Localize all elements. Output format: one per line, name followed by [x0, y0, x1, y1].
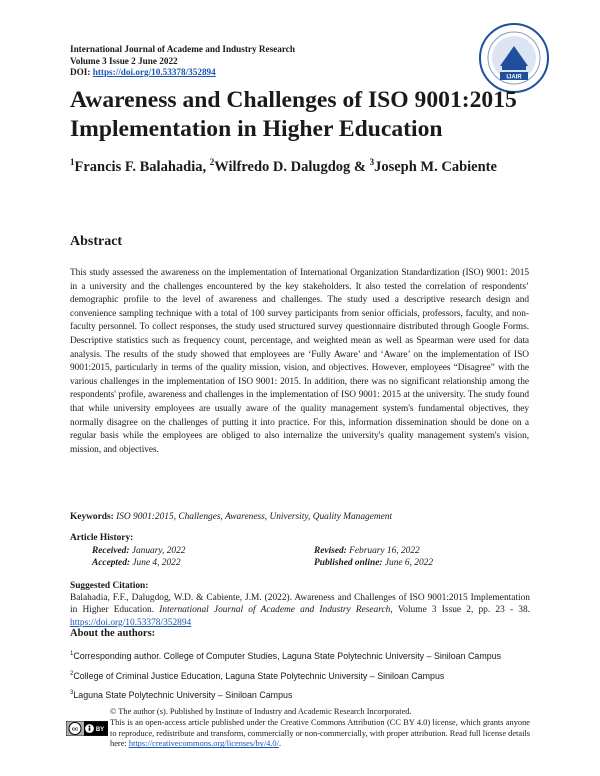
- license-period: .: [278, 739, 282, 749]
- affiliation-2-text: College of Criminal Justice Education, Laguna State Polytechnic University – Siniloan Campus: [73, 670, 445, 681]
- received-label: Received:: [92, 545, 130, 556]
- keywords-label: Keywords:: [70, 512, 114, 522]
- affiliation-2-sup: 2: [70, 671, 74, 677]
- published-date: June 6, 2022: [384, 558, 434, 568]
- author-2-sup: 2: [209, 157, 215, 167]
- author-list: [70, 150, 540, 179]
- accepted-label: Accepted:: [92, 558, 130, 568]
- logo-text: IJAIR: [506, 74, 522, 81]
- journal-doi: [70, 67, 510, 79]
- author-3-sup: 3: [369, 157, 375, 167]
- history-heading: Article History:: [70, 533, 134, 543]
- paper-title: Awareness and Challenges of ISO 9001:2015 Implementation in Higher Education: [70, 87, 517, 142]
- affiliation-3: [70, 688, 540, 701]
- author-3-name: Joseph M. Cabiente: [374, 158, 497, 175]
- published-label: Published online:: [314, 558, 383, 568]
- journal-header: [70, 44, 510, 79]
- history-accepted: [92, 557, 181, 570]
- affiliation-3-text: Laguna State Polytechnic University – Siniloan Campus: [73, 689, 293, 700]
- citation-part1: Balahadia, F.F., Dalugdog, W.D. & Cabiente, J.M. (2022). Awareness and Challenges of ISO 9001:2015 Implementation in Higher Education.: [70, 593, 530, 616]
- license-text: This is an open-access article published under the Creative Commons Attribution (CC BY 4.0) license, which grants anyone to reproduce, redistribute and transform, commercially or non-commercially, with proper attribution. Read full license details here:: [110, 717, 530, 749]
- article-history: [70, 532, 530, 570]
- suggested-citation: [70, 580, 530, 629]
- keywords-text: ISO 9001:2015, Challenges, Awareness, University, Quality Management: [116, 512, 393, 522]
- doi-link[interactable]: https://doi.org/10.53378/352894: [92, 67, 216, 77]
- citation-journal: International Journal of Academe and Industry Research: [159, 605, 391, 616]
- affiliation-1-text: Corresponding author. College of Computer Studies, Laguna State Polytechnic University – Siniloan Campus: [73, 650, 502, 661]
- history-published: [314, 557, 433, 570]
- license-notice: [110, 707, 530, 750]
- citation-part2: , Volume 3 Issue 2, pp. 23 - 38.: [390, 605, 530, 616]
- journal-volume: Volume 3 Issue 2 June 2022: [70, 55, 178, 66]
- abstract-heading: Abstract: [70, 234, 123, 249]
- history-revised: [314, 545, 420, 558]
- revised-date: February 16, 2022: [349, 545, 420, 556]
- author-2-name: Wilfredo D. Dalugdog &: [214, 158, 366, 175]
- keywords: [70, 511, 530, 523]
- history-received: [92, 545, 185, 558]
- cc-by-license-icon: [66, 721, 108, 736]
- revised-label: Revised:: [314, 545, 347, 556]
- citation-body: [70, 592, 530, 629]
- accepted-date: June 4, 2022: [132, 558, 181, 568]
- abstract-text: This study assessed the awareness on the implementation of International Organization Standardization (ISO) 9001: 2015 in a university and the challenges encountered by the key stakeholders. It also tested the correlation of respondents’ demographic profile to the level of awareness and challenges. The study used a descriptive research design and convenience sampling technique with a total of 100 survey participants from senior officials, professors, faculty, and non-faculty personnel. To collect responses, the study used structured survey questionnaire distributed through Google Forms. Descriptive statistics such as frequency count, percentage, and weighted mean as well as Spearman were used for data analysis. The results of the study showed that employees are ‘Fully Aware’ and ‘Aware’ on the implementation of ISO 9001:2015, particularly in terms of the quality mission, vision, and objectives. However, employees “Disagree” with the various challenges in the implementation of ISO 9001: 2015. In addition, there was no significant relationship among the respondents' profile, awareness and challenges in the implementation of ISO 9001: 2015 at the university. The study found that while university employees are usually aware of the quality management system's fundamental objectives, they normally disagree on the challenges of putting it into practice. For this, information dissemination should be done on a regular basis while the employees are obliged to also internalize the university's quality management system's vision, mission, and objectives.: [70, 268, 529, 455]
- affiliation-3-sup: 3: [70, 690, 74, 696]
- svg-text:BY: BY: [95, 727, 105, 733]
- author-1-sup: 1: [70, 157, 75, 167]
- svg-text:cc: cc: [71, 726, 79, 733]
- about-authors-heading: About the authors:: [70, 628, 156, 639]
- journal-name: International Journal of Academe and Industry Research: [70, 44, 295, 54]
- license-line1: © The author (s). Published by Institute of Industry and Academic Research Incorporated.: [110, 707, 412, 716]
- received-date: January, 2022: [131, 545, 186, 556]
- license-line2: [110, 718, 530, 750]
- affiliation-2: [70, 669, 540, 682]
- citation-link[interactable]: https://doi.org/10.53378/352894: [70, 617, 192, 628]
- journal-logo-seal: [478, 22, 550, 94]
- license-link[interactable]: https://creativecommons.org/licenses/by/4.0/: [128, 739, 279, 749]
- affiliation-1: [70, 649, 540, 662]
- doi-label: DOI:: [70, 67, 91, 77]
- citation-heading: Suggested Citation:: [70, 581, 149, 591]
- affiliation-1-sup: 1: [70, 651, 74, 657]
- author-1-name: Francis F. Balahadia,: [74, 158, 207, 175]
